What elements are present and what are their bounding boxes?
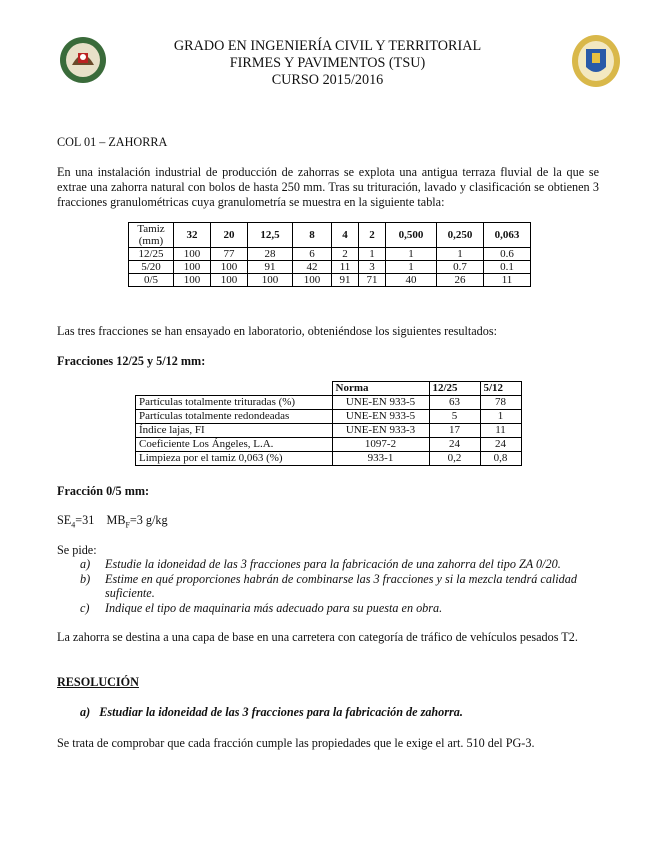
passing-value: 42: [293, 261, 332, 274]
question-label: b): [80, 571, 91, 586]
norma-header: Norma: [332, 382, 429, 396]
question-text: Estudie la idoneidad de las 3 fracciones para la fabricación de una zahorra del tipo ZA 0/20.: [105, 557, 561, 571]
value-5-12: 11: [480, 424, 521, 438]
sieve-size: 4: [332, 223, 359, 248]
norma-value: UNE-EN 933-5: [332, 396, 429, 410]
resolution-heading: RESOLUCIÓN: [57, 675, 139, 689]
properties-row: [136, 438, 522, 452]
se-subscript: 4: [71, 520, 76, 530]
sieve-label-2: (mm): [138, 235, 164, 247]
fraction-12-25-header: 12/25: [429, 382, 480, 396]
resolution-a-text: Estudiar la idoneidad de las 3 fracciones para la fabricación de zahorra.: [99, 705, 463, 719]
passing-value: 77: [211, 248, 248, 261]
intro-paragraph: En una instalación industrial de producción de zahorras se explota una antigua terraza fluvial de la que se extrae una zahorra natural con bolos de hasta 250 mm. Tras su trituración, lavado y clasificación se obtienen 3 fracciones granulométricas cuya granulometría se muestra en la siguiente tabla:: [57, 165, 599, 209]
sieve-size: 12,5: [248, 223, 293, 248]
passing-value: 11: [484, 274, 531, 287]
se-pide-label: Se pide:: [57, 543, 97, 557]
passing-value: 100: [293, 274, 332, 287]
passing-value: 11: [332, 261, 359, 274]
question-label: c): [80, 600, 90, 615]
value-12-25: 17: [429, 424, 480, 438]
resolution-a-label: a): [80, 705, 91, 719]
norma-value: 933-1: [332, 452, 429, 466]
mb-value: =3 g/kg: [129, 513, 168, 527]
fraction-0-5-heading: Fracción 0/5 mm:: [57, 484, 150, 498]
header-year: CURSO 2015/2016: [271, 72, 384, 88]
sieve-size: 0,500: [386, 223, 437, 248]
passing-value: 91: [332, 274, 359, 287]
lab-results-intro: Las tres fracciones se han ensayado en laboratorio, obteniéndose los siguientes resultados:: [57, 324, 497, 338]
value-12-25: 0,2: [429, 452, 480, 466]
passing-value: 1: [386, 261, 437, 274]
mb-label: MB: [106, 513, 126, 527]
passing-value: 28: [248, 248, 293, 261]
question-text: Estime en qué proporciones habrán de combinarse las 3 fracciones y si la mezcla tendrá calidad suficiente.: [105, 571, 577, 600]
fraction-5-12-header: 5/12: [480, 382, 521, 396]
passing-value: 0.7: [437, 261, 484, 274]
fractions-heading: Fracciones 12/25 y 5/12 mm:: [57, 354, 206, 368]
question-label: a): [80, 557, 91, 571]
empty-header-cell: [136, 382, 333, 396]
passing-value: 100: [211, 261, 248, 274]
passing-value: 100: [248, 274, 293, 287]
document-header: [120, 38, 535, 89]
grading-table-header: [129, 223, 531, 248]
header-course-name: FIRMES Y PAVIMENTOS (TSU): [229, 55, 426, 71]
sieve-size: 2: [359, 223, 386, 248]
sieve-size: 0,063: [484, 223, 531, 248]
property-name: Partículas totalmente redondeadas: [136, 410, 333, 424]
passing-value: 100: [174, 274, 211, 287]
sieve-size: 8: [293, 223, 332, 248]
norma-value: UNE-EN 933-5: [332, 410, 429, 424]
passing-value: 91: [248, 261, 293, 274]
value-12-25: 63: [429, 396, 480, 410]
grading-table: [128, 222, 531, 287]
mb-subscript: F: [125, 520, 130, 530]
property-name: Partículas totalmente trituradas (%): [136, 396, 333, 410]
value-12-25: 24: [429, 438, 480, 452]
sieve-size: 32: [174, 223, 211, 248]
passing-value: 6: [293, 248, 332, 261]
fraction-label: 0/5: [129, 274, 174, 287]
sieve-size: 20: [211, 223, 248, 248]
passing-value: 2: [332, 248, 359, 261]
resolution-a: [80, 705, 600, 720]
questions-list: [80, 557, 600, 615]
properties-row: [136, 452, 522, 466]
se-mb-line: [57, 513, 599, 532]
property-name: Índice lajas, FI: [136, 424, 333, 438]
se-label: SE: [57, 513, 72, 527]
properties-table: [135, 381, 522, 466]
grading-row: [129, 248, 531, 261]
university-seal-right: [570, 33, 622, 89]
university-logo-left: [58, 35, 108, 85]
question-item: [80, 557, 600, 572]
sieve-header-label: [129, 223, 174, 248]
passing-value: 71: [359, 274, 386, 287]
property-name: Limpieza por el tamiz 0,063 (%): [136, 452, 333, 466]
norma-value: 1097-2: [332, 438, 429, 452]
value-5-12: 1: [480, 410, 521, 424]
passing-value: 0.1: [484, 261, 531, 274]
passing-value: 3: [359, 261, 386, 274]
resolution-body: Se trata de comprobar que cada fracción cumple las propiedades que le exige el art. 510 del PG-3.: [57, 736, 535, 750]
question-item: [80, 601, 600, 616]
fraction-label: 12/25: [129, 248, 174, 261]
value-5-12: 78: [480, 396, 521, 410]
passing-value: 100: [174, 248, 211, 261]
value-5-12: 24: [480, 438, 521, 452]
passing-value: 26: [437, 274, 484, 287]
header-degree: GRADO EN INGENIERÍA CIVIL Y TERRITORIAL: [173, 38, 482, 54]
properties-table-header: [136, 382, 522, 396]
passing-value: 1: [386, 248, 437, 261]
destination-paragraph: La zahorra se destina a una capa de base en una carretera con categoría de tráfico de vehículos pesados T2.: [57, 630, 578, 644]
norma-value: UNE-EN 933-3: [332, 424, 429, 438]
question-text: Indique el tipo de maquinaria más adecuado para su puesta en obra.: [105, 600, 443, 615]
value-12-25: 5: [429, 410, 480, 424]
passing-value: 1: [437, 248, 484, 261]
question-item: [80, 572, 600, 601]
property-name: Coeficiente Los Ángeles, L.A.: [136, 438, 333, 452]
passing-value: 0.6: [484, 248, 531, 261]
grading-row: [129, 274, 531, 287]
value-5-12: 0,8: [480, 452, 521, 466]
sieve-label-1: Tamiz: [137, 223, 165, 235]
passing-value: 40: [386, 274, 437, 287]
passing-value: 100: [211, 274, 248, 287]
properties-row: [136, 396, 522, 410]
properties-row: [136, 410, 522, 424]
passing-value: 100: [174, 261, 211, 274]
grading-row: [129, 261, 531, 274]
passing-value: 1: [359, 248, 386, 261]
properties-row: [136, 424, 522, 438]
se-value: =31: [75, 513, 95, 527]
sieve-size: 0,250: [437, 223, 484, 248]
fraction-label: 5/20: [129, 261, 174, 274]
section-title: COL 01 – ZAHORRA: [57, 135, 168, 149]
